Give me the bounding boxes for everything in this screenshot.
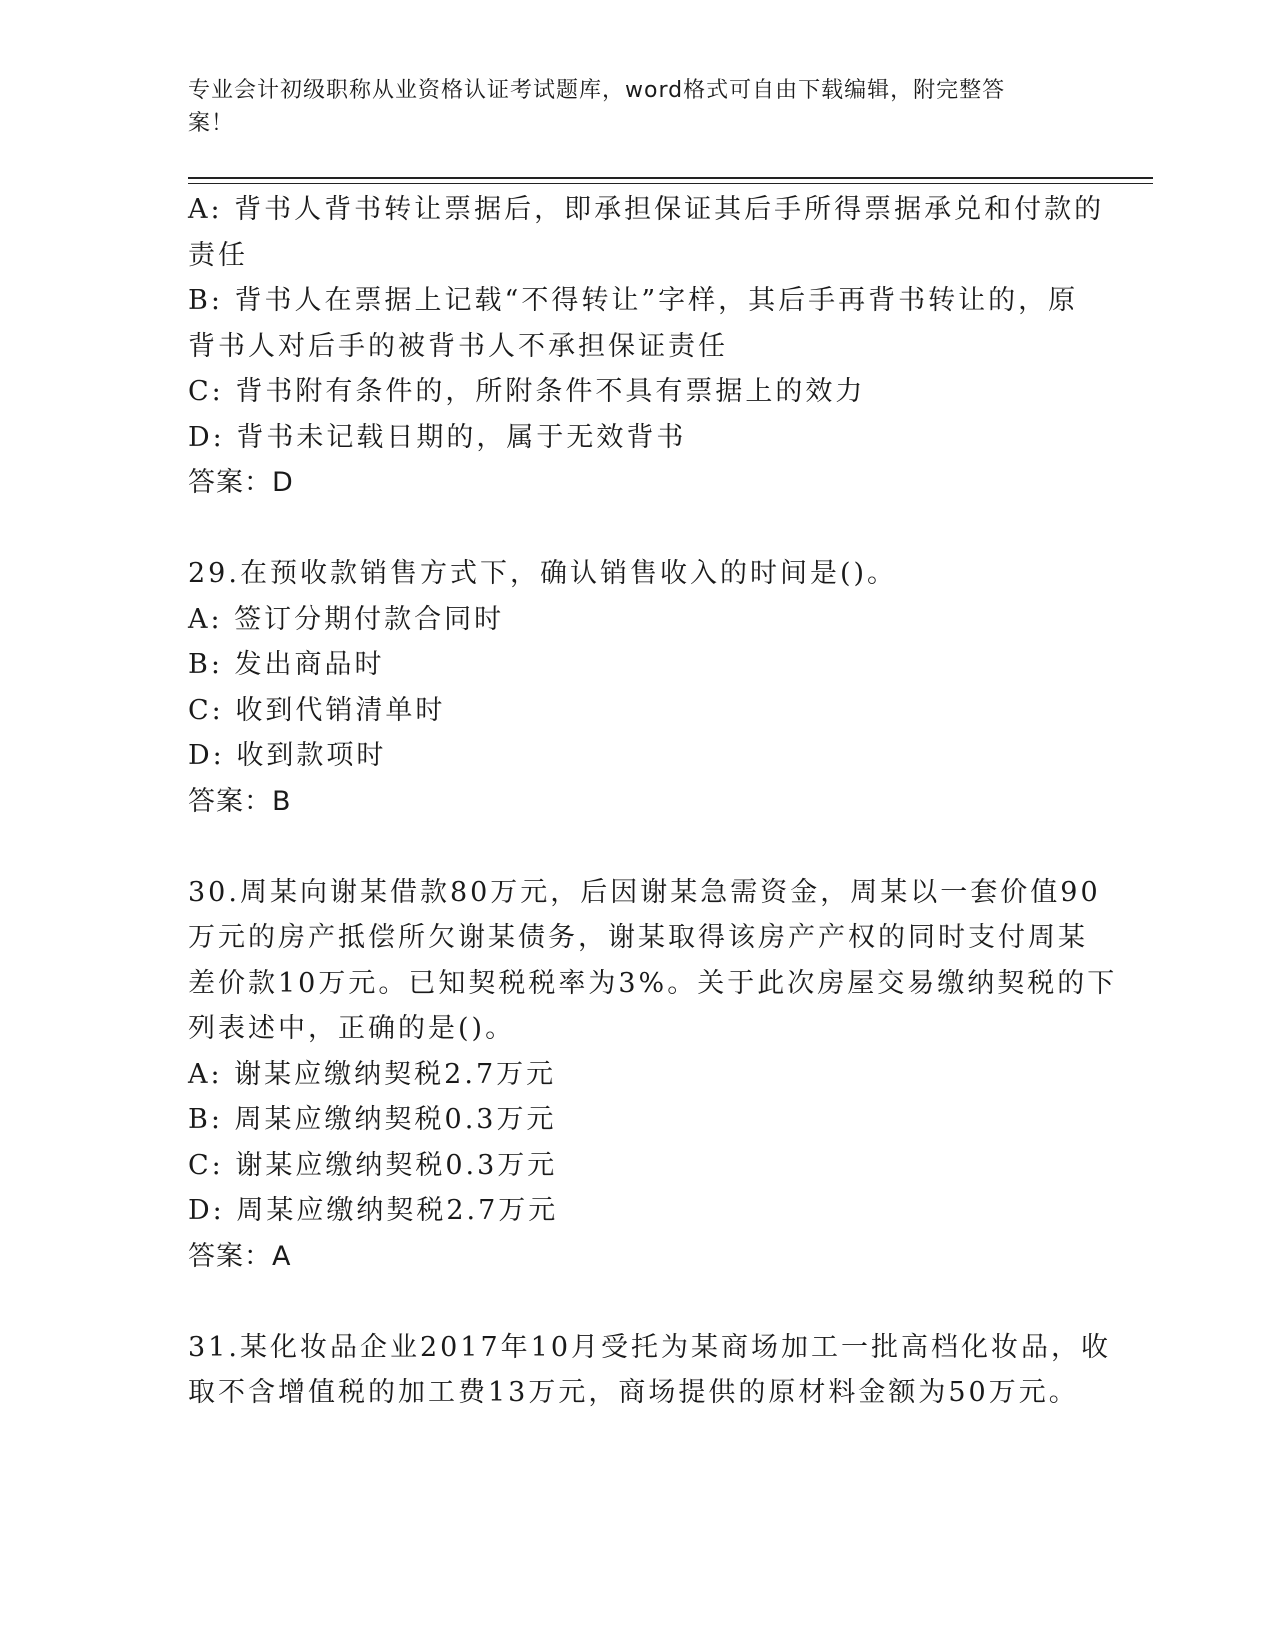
question-stem-line-4: 列表述中，正确的是()。 [188,1013,516,1044]
header-divider-thin [188,183,1153,184]
option-a: A: 签订分期付款合同时 [188,603,505,635]
question-stem-line-3: 差价款10万元。已知契税税率为3%。关于此次房屋交易缴纳契税的下 [188,967,1118,999]
question-28-continued [188,187,1105,506]
option-d: D: 背书未记载日期的，属于无效背书 [188,421,687,453]
option-b-line-1: B: 背书人在票据上记载“不得转让”字样，其后手再背书转让的，原 [188,285,1079,316]
option-a-line-1: A: 背书人背书转让票据后，即承担保证其后手所得票据承兑和付款的 [188,194,1105,225]
spacer [188,1279,1088,1325]
option-b: B: 发出商品时 [188,649,385,680]
header-line-2: 案！ [188,111,235,136]
option-b: B: 周某应缴纳契税0.3万元 [188,1104,557,1135]
question-stem-line-2: 万元的房产抵偿所欠谢某债务，谢某取得该房产产权的同时支付周某 [188,922,1088,953]
option-a: A: 谢某应缴纳契税2.7万元 [188,1058,557,1090]
header-divider-thick [188,177,1153,179]
question-content [188,187,1118,1416]
question-stem-line-2: 取不含增值税的加工费13万元，商场提供的原材料金额为50万元。 [188,1377,1079,1408]
question-31 [188,1325,1112,1416]
option-d: D: 周某应缴纳契税2.7万元 [188,1195,559,1226]
spacer [188,506,1088,552]
option-b-line-2: 背书人对后手的被背书人不承担保证责任 [188,330,728,362]
option-c: C: 收到代销清单时 [188,694,446,726]
option-d: D: 收到款项时 [188,740,387,771]
question-stem: 29.在预收款销售方式下，确认销售收入的时间是()。 [188,558,898,589]
answer-line: 答案：A [188,1240,292,1272]
answer-line: 答案：B [188,785,292,817]
spacer [188,824,1088,870]
document-header [188,74,1078,140]
header-line-1: 专业会计初级职称从业资格认证考试题库，word格式可自由下载编辑，附完整答 [188,78,1006,103]
question-30 [188,870,1118,1280]
question-stem-line-1: 30.周某向谢某借款80万元，后因谢某急需资金，周某以一套价值90 [188,876,1101,908]
answer-line: 答案：D [188,467,294,498]
option-a-line-2: 责任 [188,239,248,271]
question-29 [188,551,1088,824]
option-c: C: 谢某应缴纳契税0.3万元 [188,1149,558,1181]
option-c: C: 背书附有条件的，所附条件不具有票据上的效力 [188,376,866,407]
question-stem-line-1: 31.某化妆品企业2017年10月受托为某商场加工一批高档化妆品，收 [188,1331,1112,1363]
